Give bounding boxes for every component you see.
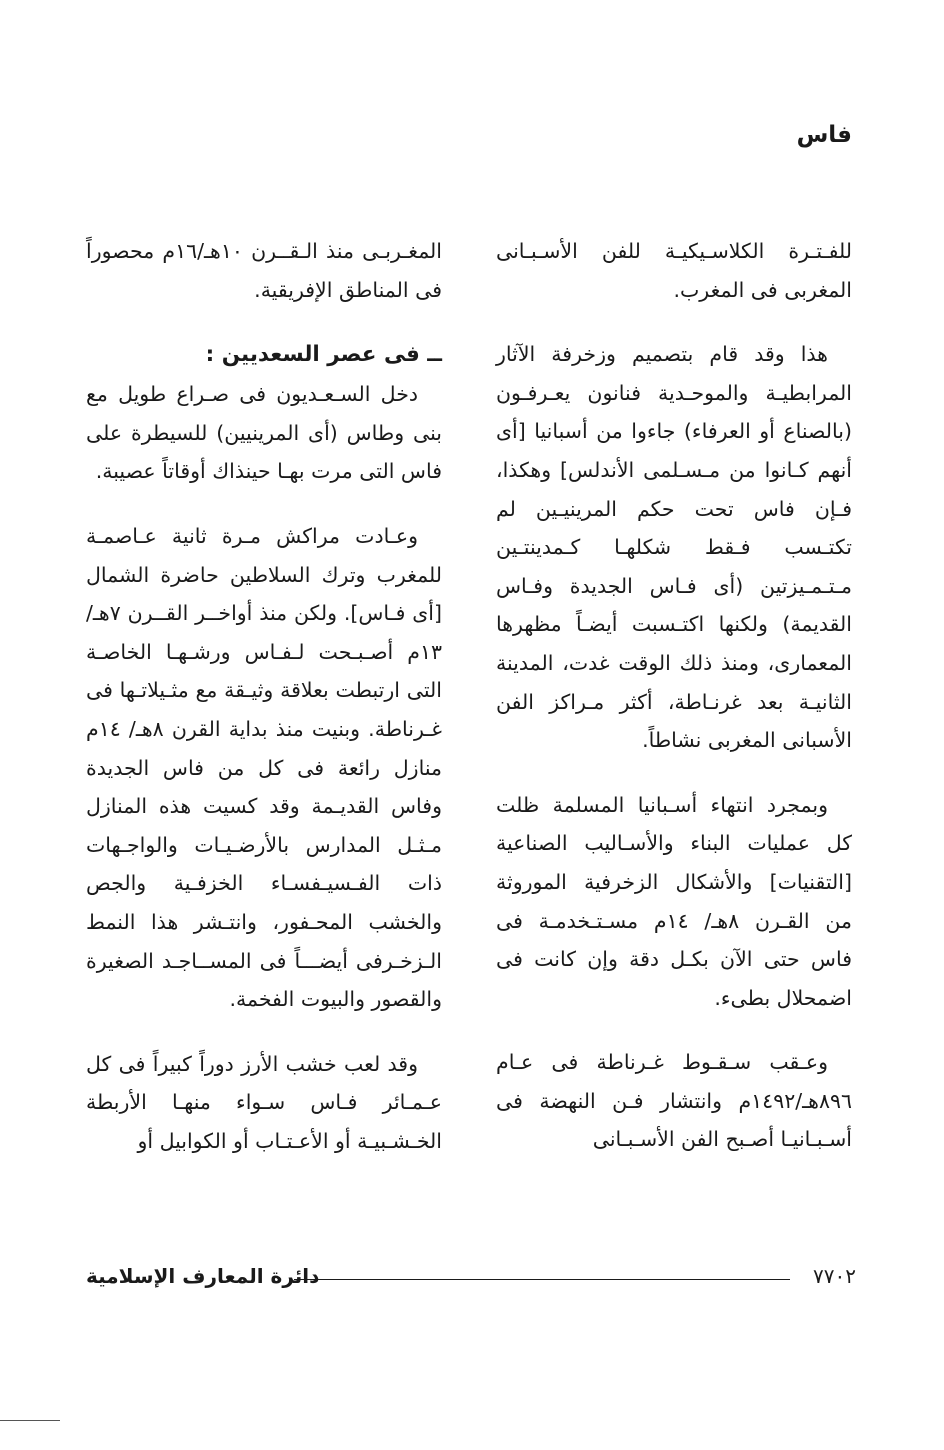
section-heading: ــ فى عصر السعديين : [205,342,442,368]
scan-edge-line [0,1420,60,1421]
left-paragraph-1: دخل السـعـديون فى صـراع طويل مع بنى وطاس (أى المرينيين) للسيطرة على فاس التى مرت بهـا حينذاك أوقاتاً عصيبة. [86,382,442,484]
right-paragraph-1: للفـتـرة الكلاسـيكيـة للفن الأسـبـانى المغربى فى المغرب. [496,239,852,302]
left-lead-paragraph: المغـربـى منذ الـقــرن ١٠هـ/١٦م محصوراً فى المناطق الإفريقية. [86,239,442,302]
left-paragraph-3: وقد لعب خشب الأرز دوراً كبيراً فى كل عـمـائر فـاس سـواء منهـا الأربطة الخـشـبيـة أو الأعـتـاب أو الكوابيل أو [86,1051,442,1153]
right-paragraph-3: وبمجرد انتهاء أسـبانيا المسلمة ظلت كل عمليات البناء والأسـاليب الصناعية [التقنيات] والأشكال الزخرفية الموروثة من القـرن ٨هـ/ ١٤م مسـتـخدمـة فى فاس حتى الآن بكـل دقة وإن كانت فى اضمحلال بطىء. [496,792,852,1010]
footer-divider [294,1279,790,1280]
left-column [86,232,442,1186]
right-column [496,232,852,1185]
page-number: ٧٧٠٢ [813,1264,856,1288]
page-footer [86,1264,856,1294]
right-paragraph-2: هذا وقد قام بتصميم وزخرفة الآثار المرابطيـة والموحـدية فنانون يعـرفـون (بالصناع أو العرفاء) جاءوا من أسبانيا [أى أنهم كـانوا من مـسـلمى الأندلس] وهكذا، فـإن فاس تحت حكم المرينيـين لم تكتـسب فـقط شكلهـا كـمدينتـين مـتـمـيزتين (أى فـاس الجديدة وفـاس القديمة) ولكنها اكتـسبت أيضـاً مظهرها المعمارى، ومنذ ذلك الوقت غدت، المدينة الثانيـة بعد غرنـاطة، أكثر مـراكز الفن الأسبانى المغربى نشاطاً. [496,342,852,753]
right-paragraph-4: وعـقب سـقـوط غـرناطة فى عـام ٨٩٦هـ/١٤٩٢م وانتشار فـن النهضة فى أسـبـانيـا أصـبح الفن الأسـبـانى [496,1050,852,1152]
page-header-title: فاس [796,122,852,148]
publication-title: دائرة المعارف الإسلامية [86,1264,320,1288]
left-paragraph-2: وعـادت مراكش مـرة ثانية عـاصمـة للمغرب وترك السلاطين حاضرة الشمال [أى فـاس]. ولكن منذ أواخــر القــرن ٧هـ/١٣م أصـبـحت لـفـاس ورشـهـا الخاصـة التى ارتبطت بعلاقة وثيـقة مع مثـيلاتـها فى غـرناطة. وبنيت منذ بداية القرن ٨هـ/ ١٤م منازل رائعة فى كل من فاس الجديدة وفاس القديـمة وقد كسيت هذه المنازل مـثـل المدارس بالأرضـيـات والواجـهات ذات الفـسيـفسـاء الخزفـية والجص والخشب المحـفور، وانتـشر هذا النمط الـزخـرفى أيضـــاً فى المســاجـد الصغيرة والقصور والبيوت الفخمة. [86,523,442,1012]
